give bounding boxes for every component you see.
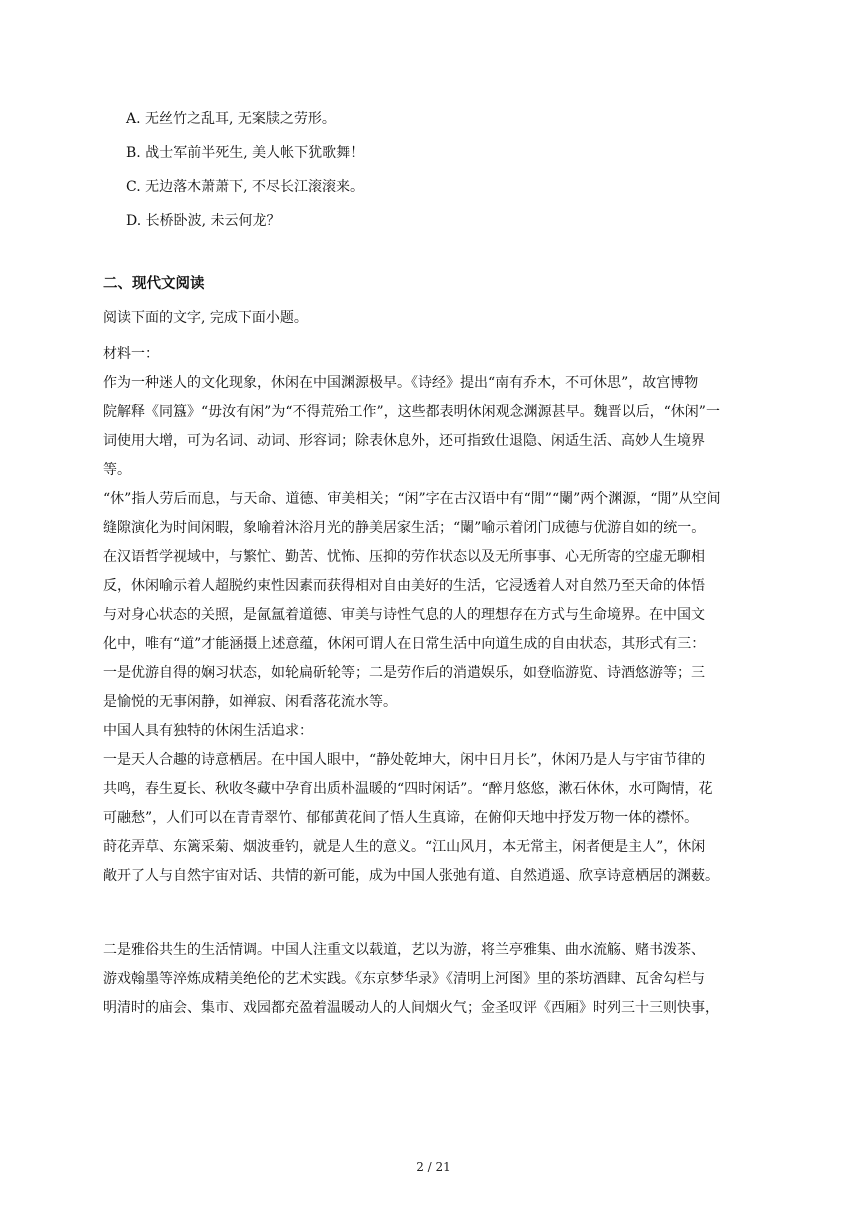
option-b[interactable]: B. 战士军前半死生, 美人帐下犹歌舞！ — [126, 145, 365, 161]
passage-line: 游戏翰墨等淬炼成精美绝伦的艺术实践。《东京梦华录》《清明上河图》里的茶坊酒肆、瓦舍勾栏与 — [103, 971, 705, 987]
passage-body — [103, 340, 765, 1023]
page-number: 2 / 21 — [416, 1160, 451, 1174]
passage-line: 共鸣，春生夏长、秋收冬藏中孕育出质朴温暖的“四时闲话”。“醉月悠悠，漱石休休，水可陶情，花 — [103, 781, 713, 797]
passage-line: 中国人具有独特的休闲生活追求： — [103, 723, 313, 739]
passage-line: 词使用大增，可为名词、动词、形容词；除表休息外，还可指致仕退隐、闲适生活、高妙人生境界 — [103, 433, 705, 449]
passage-line: 是愉悦的无事闲静，如禅寂、闲看落花流水等。 — [103, 694, 397, 710]
passage-line: “休”指人劳后而息，与天命、道德、审美相关；“闲”字在古汉语中有“閒”“闌”两个渊源，“閒”从空间 — [103, 491, 721, 507]
passage-line: 二是雅俗共生的生活情调。中国人注重文以载道，艺以为游，将兰亭雅集、曲水流觞、赌书泼茶、 — [103, 942, 705, 958]
passage-line: 等。 — [103, 462, 131, 478]
passage-line: 化中，唯有“道”才能涵摄上述意蕴，休闲可谓人在日常生活中向道生成的自由状态，其形式有三： — [103, 636, 706, 652]
passage-line: 一是优游自得的娴习状态，如轮扁斫轮等；二是劳作后的消遣娱乐，如登临游览、诗酒悠游等；三 — [103, 665, 705, 681]
passage-line: 缝隙演化为时间闲暇，象喻着沐浴月光的静美居家生活；“闌”喻示着闭门成德与优游自如的统一。 — [103, 520, 706, 536]
passage-line: 可融愁”，人们可以在青青翠竹、郁郁黄花间了悟人生真谛，在俯仰天地中抒发万物一体的襟怀。 — [103, 810, 699, 826]
option-d[interactable]: D. 长桥卧波, 未云何龙？ — [126, 213, 281, 229]
passage-line: 反，休闲喻示着人超脱约束性因素而获得相对自由美好的生活，它浸透着人对自然乃至天命的体悟 — [103, 578, 705, 594]
passage-line: 院解释《同簋》“毋汝有闲”为“不得荒殆工作”，这些都表明休闲观念渊源甚早。魏晋以后，“休闲”一 — [103, 404, 720, 420]
option-a[interactable]: A. 无丝竹之乱耳, 无案牍之劳形。 — [126, 111, 336, 127]
passage-line: 在汉语哲学视域中，与繁忙、勤苦、忧怖、压抑的劳作状态以及无所事事、心无所寄的空虚无聊相 — [103, 549, 705, 565]
passage-line: 莳花弄草、东篱采菊、烟波垂钓，就是人生的意义。“江山风月，本无常主，闲者便是主人”，休闲 — [103, 839, 706, 855]
passage-line: 作为一种迷人的文化现象，休闲在中国渊源极早。《诗经》提出“南有乔木，不可休思”，故宫博物 — [103, 375, 699, 391]
passage-line: 明清时的庙会、集市、戏园都充盈着温暖动人的人间烟火气；金圣叹评《西厢》时列三十三则快事， — [103, 1000, 719, 1016]
option-c[interactable]: C. 无边落木萧萧下, 不尽长江滚滚来。 — [126, 179, 365, 195]
reading-instruction: 阅读下面的文字, 完成下面小题。 — [103, 310, 308, 326]
passage-line: 敞开了人与自然宇宙对话、共情的新可能，成为中国人张弛有道、自然逍遥、欣享诗意栖居的渊薮。 — [103, 868, 719, 884]
material-label: 材料一： — [103, 346, 159, 362]
section-heading: 二、现代文阅读 — [103, 276, 205, 292]
passage-line: 一是天人合趣的诗意栖居。在中国人眼中，“静处乾坤大，闲中日月长”，休闲乃是人与宇宙节律的 — [103, 752, 706, 768]
passage-line: 与对身心状态的关照，是氤氲着道德、审美与诗性气息的人的理想存在方式与生命境界。在中国文 — [103, 607, 705, 623]
paragraph-gap — [103, 891, 765, 936]
answer-options — [126, 102, 766, 238]
